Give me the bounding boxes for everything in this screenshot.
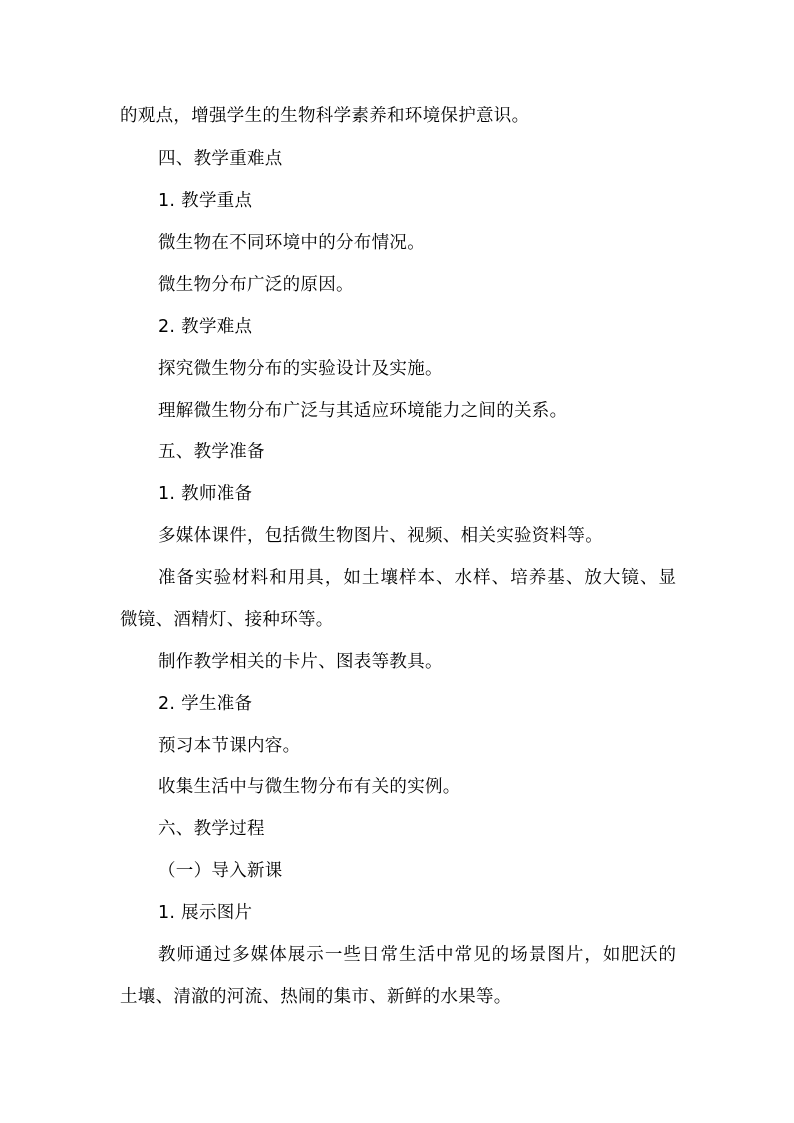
section-heading: 四、教学重难点 xyxy=(158,149,283,169)
subsection-heading: （一）导入新课 xyxy=(158,861,283,881)
text-line: 微生物在不同环境中的分布情况。 xyxy=(158,233,425,253)
section-heading: 五、教学准备 xyxy=(158,442,265,462)
text-line: 探究微生物分布的实验设计及实施。 xyxy=(158,359,443,379)
subsection-heading: 1. 展示图片 xyxy=(158,903,253,923)
text-line: 收集生活中与微生物分布有关的实例。 xyxy=(158,777,461,797)
text-line: 预习本节课内容。 xyxy=(158,736,301,756)
text-line: 微镜、酒精灯、接种环等。 xyxy=(120,610,334,630)
text-line: 土壤、清澈的河流、热闹的集市、新鲜的水果等。 xyxy=(120,987,512,1007)
subsection-heading: 2. 教学难点 xyxy=(158,317,253,337)
subsection-heading: 2. 学生准备 xyxy=(158,694,253,714)
text-line: 教师通过多媒体展示一些日常生活中常见的场景图片，如肥沃的 xyxy=(158,945,676,965)
subsection-heading: 1. 教师准备 xyxy=(158,484,253,504)
text-line: 微生物分布广泛的原因。 xyxy=(158,275,354,295)
text-line: 的观点，增强学生的生物科学素养和环境保护意识。 xyxy=(120,106,530,126)
text-line: 准备实验材料和用具，如土壤样本、水样、培养基、放大镜、显 xyxy=(158,568,676,588)
text-line: 理解微生物分布广泛与其适应环境能力之间的关系。 xyxy=(158,401,568,421)
subsection-heading: 1. 教学重点 xyxy=(158,191,253,211)
section-heading: 六、教学过程 xyxy=(158,819,265,839)
text-line: 制作教学相关的卡片、图表等教具。 xyxy=(158,652,443,672)
text-line: 多媒体课件，包括微生物图片、视频、相关实验资料等。 xyxy=(158,526,603,546)
